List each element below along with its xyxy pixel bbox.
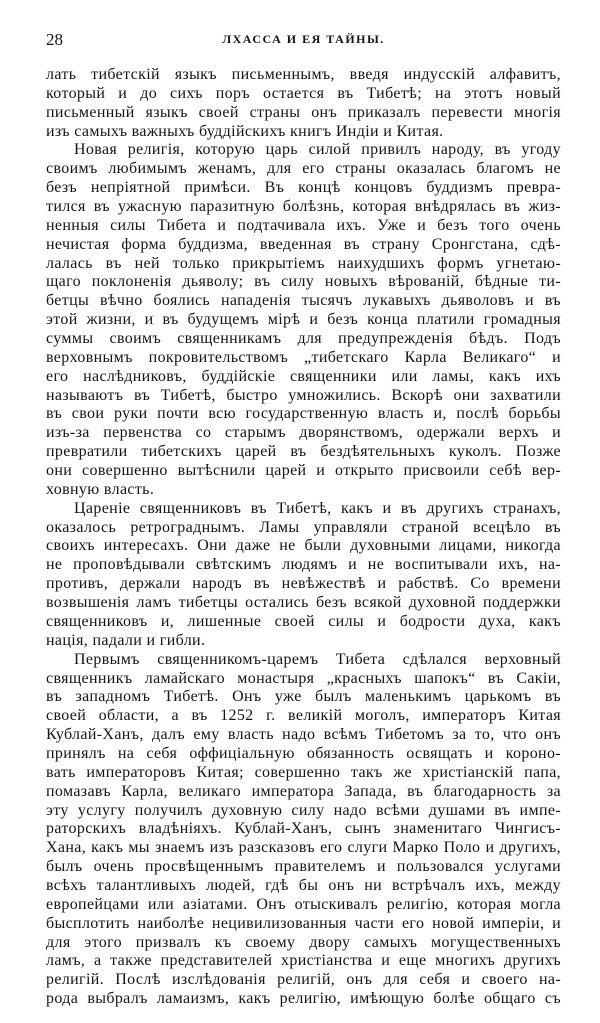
text-line: ховную власть. — [46, 480, 155, 498]
running-title: ЛХАССА И ЕЯ ТАЙНЫ. — [222, 32, 385, 46]
text-line: всѣхъ талантливыхъ людей, гдѣ бы онъ ни встрѣчалъ ихъ, между — [46, 876, 561, 894]
text-line: письменный языкъ своей страны онъ приказалъ перевести многія — [46, 103, 561, 121]
text-line: они совершенно вытѣснили царей и открыто присвоили себѣ вер- — [46, 462, 561, 480]
text-line: лалась въ ней только прикрытіемъ наихудшихъ формъ угнетаю- — [46, 254, 561, 272]
text-line: ненныя силы Тибета и подтачивала ихъ. Уже и безъ того очень — [46, 216, 561, 234]
text-line: вать императоровъ Китая; совершенно такъ же христіанскій папа, — [46, 763, 561, 781]
paragraph — [46, 66, 561, 141]
text-line: щаго поклоненія дьяволу; въ силу новыхъ вѣрованій, бѣдные ти- — [46, 273, 561, 291]
text-line: суммы своимъ священникамъ для предупрежденія бѣдъ. Подъ — [46, 330, 561, 348]
text-line: своей области, а въ 1252 г. великій моголъ, императоръ Китая — [46, 707, 561, 725]
paragraph — [46, 141, 561, 499]
text-line: изъ-за первенства со старымъ дворянствомъ, одержали верхъ и — [46, 424, 561, 442]
text-line: священникъ ламайскаго монастыря „красныхъ шапокъ“ въ Сакіи, — [46, 669, 561, 687]
page-header — [46, 30, 561, 52]
text-line: европейцами или азіатами. Онъ отыскивалъ религію, которая могла — [46, 895, 561, 913]
text-line: верховнымъ покровительствомъ „тибетскаго Карла Великаго“ и — [46, 348, 561, 366]
text-line: въ западномъ Тибетѣ. Онъ уже былъ маленькимъ царькомъ въ — [46, 688, 561, 706]
text-line: своимъ любимымъ женамъ, для его страны оказалась благомъ не — [46, 160, 561, 178]
text-line: въ свои руки почти всю государственную власть и, послѣ борьбы — [46, 405, 561, 423]
page-number: 28 — [46, 30, 63, 49]
text-line: Первымъ священникомъ-царемъ Тибета сдѣлался верховный — [74, 650, 561, 668]
text-line: Цареніе священниковъ въ Тибетѣ, какъ и въ другихъ странахъ, — [74, 499, 561, 517]
text-line: называютъ въ Тибетѣ, быстро умножились. Вскорѣ они захватили — [46, 386, 561, 404]
text-line: принялъ на себя оффиціальную обязанность освящать и короно- — [46, 744, 561, 762]
text-line: священниковъ и, лишенные своей силы и бодрости духа, какъ — [46, 612, 561, 630]
text-line: религій. Послѣ изслѣдованія религій, онъ для себя и своего на- — [46, 971, 561, 989]
text-line: Новая религія, которую царь силой привилъ народу, въ угоду — [74, 141, 561, 159]
text-line: помазавъ Карла, великаго императора Запада, въ благодарность за — [46, 782, 561, 800]
text-line: бетцы вѣчно боялись нападенія тысячъ лукавыхъ дьяволовъ и въ — [46, 292, 561, 310]
text-line: который и до сихъ поръ остается въ Тибетѣ; на этотъ новый — [46, 84, 561, 102]
text-line: превратили тибетскихъ царей въ бездѣятельныхъ куколъ. Позже — [46, 443, 561, 461]
text-line: противъ, держали народъ въ невѣжествѣ и рабствѣ. Со времени — [46, 575, 561, 593]
text-line: для этого призвалъ къ своему двору самыхъ могущественныхъ — [46, 933, 561, 951]
text-line: тился въ ужасную паразитную болѣзнь, которая внѣдрялась въ жиз- — [46, 198, 561, 216]
page-body — [46, 66, 561, 1009]
text-line: нація, падали и гибли. — [46, 631, 206, 649]
paragraph — [46, 500, 561, 651]
text-line: оказалось ретрограднымъ. Ламы управляли страной всецѣло въ — [46, 518, 561, 536]
text-line: Хана, какъ мы знаемъ изъ разсказовъ его слуги Марко Поло и другихъ, — [46, 839, 561, 857]
text-line: былъ очень просвѣщеннымъ правителемъ и пользовался услугами — [46, 858, 561, 876]
text-line: эту услугу получилъ духовную силу надо всѣми душами въ импе- — [46, 801, 561, 819]
text-line: не проповѣдывали свѣтскимъ людямъ и не воспитывали ихъ, на- — [46, 556, 561, 574]
text-line: своихъ интересахъ. Они даже не были духовными лицами, никогда — [46, 537, 561, 555]
text-line: изъ самыхъ важныхъ буддійскихъ книгъ Индіи и Китая. — [46, 122, 444, 140]
text-line: лать тибетскій языкъ письменнымъ, введя индусскій алфавитъ, — [46, 66, 561, 83]
text-line: нечистая форма буддизма, введенная въ страну Сронгстана, сдѣ- — [46, 235, 561, 253]
text-line: бысплотить наиболѣе нецивилизованныя части его новой имперіи, и — [46, 914, 561, 932]
paragraph — [46, 651, 561, 1009]
text-line: раторскихъ владѣніяхъ. Кублай-Ханъ, сынъ знаменитаго Чингисъ- — [46, 820, 561, 838]
text-line: ламъ, а также представителей христіанства и еще многихъ другихъ — [46, 952, 561, 970]
text-line: Кублай-Ханъ, далъ ему власть надо всѣмъ Тибетомъ за то, что онъ — [46, 726, 561, 744]
text-line: возвышенія ламъ тибетцы остались безъ всякой духовной поддержки — [46, 594, 561, 612]
text-line: рода выбралъ ламаизмъ, какъ религію, имѣющую болѣе общаго съ — [46, 990, 561, 1008]
text-line: его наслѣдниковъ, буддійскіе священники или ламы, какъ ихъ — [46, 367, 561, 385]
text-line: безъ непріятной примѣси. Въ концѣ концовъ буддизмъ превра- — [46, 179, 561, 197]
text-line: этой жизни, и въ будущемъ мірѣ и безъ конца платили громадныя — [46, 311, 561, 329]
